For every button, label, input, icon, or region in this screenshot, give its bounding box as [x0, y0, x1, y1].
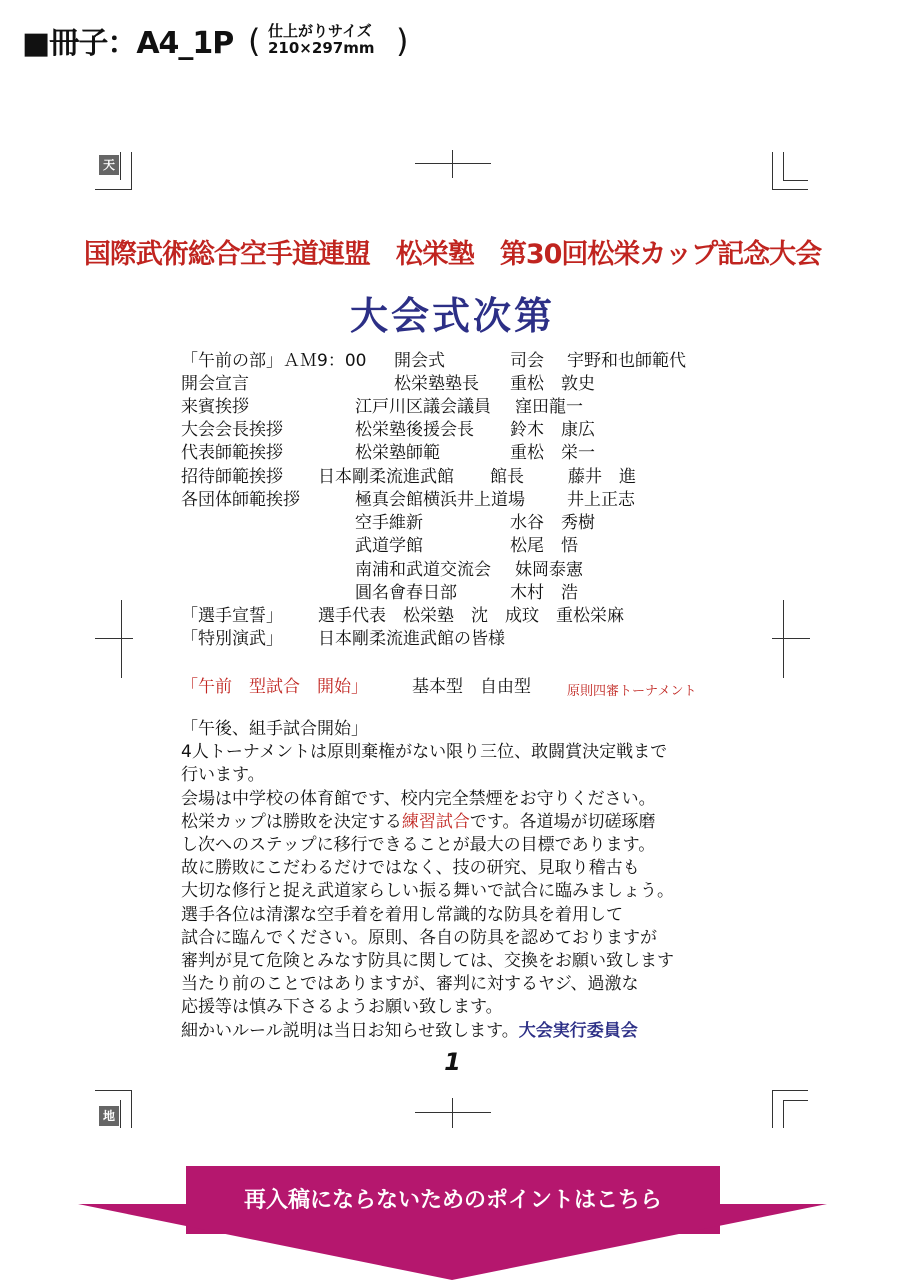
program-row: 松栄塾師範: [355, 443, 440, 463]
program-row: 妹岡泰憲: [515, 560, 583, 580]
paragraph-line: [181, 811, 655, 834]
paragraph-line: 故に勝敗にこだわるだけではなく、技の研究、見取り稽古も: [181, 858, 640, 878]
kata-heading: 「午前 型試合 開始」: [181, 677, 368, 697]
event-title: 国際武術総合空手道連盟 松栄塾 第30回松栄カップ記念大会: [83, 239, 822, 270]
program-title: 大会式次第: [349, 294, 555, 338]
program-row: 武道学館: [355, 536, 423, 556]
program-row: 窪田龍一: [515, 397, 583, 417]
program-row: 日本剛柔流進武館: [318, 467, 454, 487]
program-row: 重松 敦史: [510, 374, 595, 394]
cup-text-post: です。各道場が切磋琢磨: [469, 812, 656, 832]
paren-close: ): [396, 22, 409, 60]
program-row: 「午前の部」ＡＭ9：00: [181, 351, 367, 371]
program-row: 招待師範挨拶: [181, 467, 283, 487]
program-row: 司会: [510, 351, 544, 371]
program-row: 館長: [490, 467, 524, 487]
program-row: 松栄塾塾長: [394, 374, 479, 394]
program-row: 空手維新: [355, 513, 423, 533]
paragraph-line: 4人トーナメントは原則棄権がない限り三位、敢闘賞決定戦まで: [181, 742, 668, 762]
program-row: 選手代表 松栄塾 沈 成玟 重松栄麻: [318, 606, 624, 626]
kata-note: 原則四審トーナメント: [567, 684, 697, 699]
paragraph-line: 大切な修行と捉え武道家らしい振る舞いで試合に臨みましょう。: [181, 881, 674, 901]
paren-open: (: [248, 22, 261, 60]
program-row: 藤井 進: [568, 467, 636, 487]
program-row: 松尾 悟: [510, 536, 578, 556]
finish-size-value: 210×297mm: [268, 39, 375, 57]
paragraph-line: [181, 1020, 638, 1043]
program-row: 松栄塾後援会長: [355, 420, 474, 440]
program-row: 鈴木 康広: [510, 420, 595, 440]
document-format-label: ■冊子：A4_1P: [22, 26, 234, 61]
paragraph-line: 試合に臨んでください。原則、各自の防具を認めておりますが: [181, 928, 657, 948]
committee-signature: 大会実行委員会: [518, 1021, 638, 1041]
program-row: 極真会館横浜井上道場: [355, 490, 525, 510]
rules-note: 細かいルール説明は当日お知らせ致します。: [181, 1021, 519, 1041]
program-row: 江戸川区議会議員: [355, 397, 491, 417]
practice-match-highlight: 練習試合: [401, 812, 470, 832]
paragraph-line: 会場は中学校の体育館です、校内完全禁煙をお守りください。: [181, 789, 656, 809]
top-mark: 天: [99, 155, 119, 175]
bottom-mark: 地: [99, 1106, 119, 1126]
paragraph-line: 応援等は慎み下さるようお願い致します。: [181, 997, 503, 1017]
program-row: 南浦和武道交流会: [355, 560, 491, 580]
program-row: 木村 浩: [510, 583, 578, 603]
paragraph-line: 当たり前のことではありますが、審判に対するヤジ、過激な: [181, 974, 639, 994]
program-row: 開会式: [394, 351, 445, 371]
kata-types: 基本型 自由型: [412, 677, 531, 697]
program-row: 代表師範挨拶: [181, 443, 283, 463]
program-row: 宇野和也師範代: [567, 351, 686, 371]
paragraph-line: 審判が見て危険とみなす防具に関しては、交換をお願い致します: [181, 951, 674, 971]
finish-size-label: 仕上がりサイズ: [268, 22, 372, 40]
paragraph-line: 選手各位は清潔な空手着を着用し常識的な防具を着用して: [181, 905, 623, 925]
paragraph-line: し次へのステップに移行できることが最大の目標であります。: [181, 835, 656, 855]
program-row: 来賓挨拶: [181, 397, 249, 417]
cup-text-pre: 松栄カップは勝敗を決定する: [181, 812, 402, 832]
paragraph-line: 行います。: [181, 765, 265, 785]
resubmission-tips-link[interactable]: 再入稿にならないためのポイントはこちら: [243, 1188, 662, 1213]
program-row: 各団体師範挨拶: [181, 490, 300, 510]
page-number: 1: [444, 1048, 461, 1076]
program-row: 圓名會春日部: [355, 583, 457, 603]
program-row: 井上正志: [567, 490, 635, 510]
afternoon-heading: 「午後、組手試合開始」: [181, 719, 368, 739]
program-row: 日本剛柔流進武館の皆様: [318, 629, 505, 649]
program-row: 開会宣言: [181, 374, 249, 394]
program-row: 「特別演武」: [181, 629, 283, 649]
program-row: 大会会長挨拶: [181, 420, 283, 440]
program-row: 水谷 秀樹: [510, 513, 595, 533]
program-row: 重松 栄一: [510, 443, 595, 463]
program-row: 「選手宣誓」: [181, 606, 283, 626]
